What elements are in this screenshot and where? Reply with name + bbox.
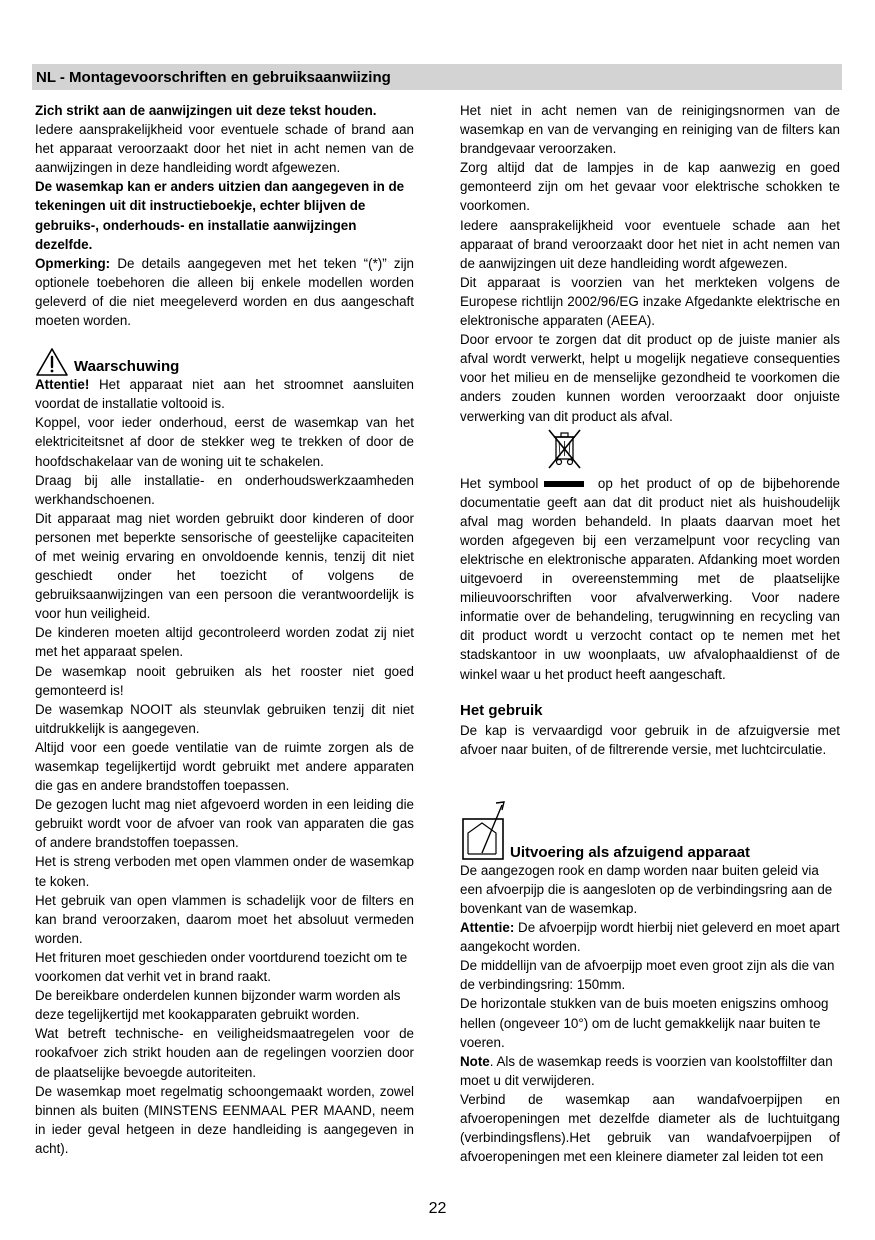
attention-label: Attentie! (35, 377, 90, 393)
note-paragraph (460, 1052, 840, 1090)
notice-bold: De wasemkap kan er anders uitzien dan aangegeven in de tekeningen uit dit instructieboekje, echter blijven de gebruiks-, onderhouds- en installatie aanwijzingen dezelfde. (35, 179, 405, 252)
right-column (460, 101, 840, 1166)
symbol-text-before: Het symbool (460, 475, 539, 491)
warning-paragraph: Het frituren moet geschieden onder voortdurend toezicht om te voorkomen dat verhit vet in brand raakt. (35, 949, 408, 985)
warning-paragraph: Altijd voor een goede ventilatie van de ruimte zorgen als de wasemkap tegelijkertijd wordt gebruikt met andere apparaten die gas en andere brandstoffen toepassen. (35, 739, 414, 794)
weee-bar-icon (544, 481, 584, 487)
symbol-paragraph (460, 474, 840, 684)
info-paragraph: Dit apparaat is voorzien van het merkteken volgens de Europese richtlijn 2002/96/EG inzake Afgedankte elektrische en elektronische apparaten (AEEA). (460, 274, 840, 329)
warning-paragraph: De kinderen moeten altijd gecontroleerd worden zodat zij niet met het apparaat spelen. (35, 625, 414, 660)
warning-paragraph: Koppel, voor ieder onderhoud, eerst de wasemkap van het elektriciteitsnet af door de stekker weg te trekken of door de hoofdschakelaar van de woning uit te schakelen. (35, 415, 414, 469)
connect-text: Verbind de wasemkap aan wandafvoerpijpen en afvoeropeningen met dezelfde diameter als de luchtuitgang (verbindingsflens).Het gebruik van wandafvoerpijpen of afvoeropeningen met een kleinere diameter zal leiden tot een (460, 1091, 840, 1165)
warning-paragraph: Het is streng verboden met open vlammen onder de wasemkap te koken. (35, 854, 414, 889)
warning-paragraph: De wasemkap NOOIT als steunvlak gebruiken tenzij dit niet uitdrukkelijk is aangegeven. (35, 701, 414, 736)
use-text: De kap is vervaardigd voor gebruik in de afzuigversie met afvoer naar buiten, of de filtrerende versie, met luchtcirculatie. (460, 722, 840, 757)
warning-paragraph: Draag bij alle installatie- en onderhoudswerkzaamheden werkhandschoenen. (35, 472, 414, 507)
warning-paragraph: De bereikbare onderdelen kunnen bijzonder warm worden als deze tegelijkertijd met kookapparaten gebruikt worden. (35, 988, 401, 1023)
info-paragraph: Iedere aansprakelijkheid voor eventuele schade aan het apparaat of brand veroorzaakt door het niet in acht nemen van de aanwijzingen uit deze handleiding wordt afgewezen. (460, 217, 840, 271)
use-heading: Het gebruik (460, 701, 543, 719)
info-paragraph: Zorg altijd dat de lampjes in de kap aanwezig en goed gemonteerd zijn om het gevaar voor elektrische schokken te voorkomen. (460, 160, 840, 214)
warning-heading-row (35, 347, 414, 375)
warning-paragraph: De gezogen lucht mag niet afgevoerd worden in een leiding die gebruikt wordt voor de afvoer van rook van apparaten die gas of andere brandstoffen toepassen. (35, 797, 414, 851)
horizontal-text: De horizontale stukken van de buis moeten enigszins omhoog hellen (ongeveer 10°) om de lucht gemakkelijk naar buiten te voeren. (460, 996, 829, 1050)
weee-symbol-row (460, 426, 840, 474)
intro-text: Iedere aansprakelijkheid voor eventuele schade of brand aan het apparaat veroorzaakt door het niet in acht nemen van de aanwijzingen in deze handleiding wordt afgewezen. (35, 122, 414, 176)
warning-heading: Waarschuwing (74, 358, 180, 376)
info-paragraph: Het niet in acht nemen van de reinigingsnormen van de wasemkap en van de vervanging en reiniging van de filters kan brandgevaar veroorzaken. (460, 103, 840, 157)
symbol-text-after: op het product of op de bijbehorende documentatie geeft aan dat dit product niet als huishoudelijk afval mag worden behandeld. In plaats daarvan moet het worden afgegeven bij een verzamelpunt voor recycling van elektrische en elektronische apparaten. Afdanking moet worden uitgevoerd in overeenstemming met de plaatselijke milieuvoorschriften voor afvalverwerking. Voor nadere informatie over de behandeling, terugwinning en recycling van dit product wordt u verzocht contact op te nemen met het stadskantoor in uw woonplaats, uw afvalophaaldienst of de winkel waar u het product heeft aangeschaft. (460, 475, 841, 682)
crossed-wheelie-bin-icon (544, 428, 584, 472)
exhaust-text: De aangezogen rook en damp worden naar buiten geleid via een afvoerpijp die is aangesloten op de verbindingsring aan de bovenkant van de wasemkap. (460, 862, 833, 916)
info-paragraph: Door ervoor te zorgen dat dit product op de juiste manier als afval wordt verwerkt, helpt u mogelijk negatieve consequenties voor het milieu en de menselijke gezondheid te voorkomen die anders zouden kunnen worden veroorzaakt door onjuiste verwerking van dit product als afval. (460, 332, 840, 424)
note-text: . Als de wasemkap reeds is voorzien van koolstoffilter dan moet u dit verwijderen. (460, 1053, 833, 1088)
exhaust-hood-icon (462, 799, 506, 861)
page-number: 22 (428, 1200, 447, 1217)
attention-text: Het apparaat niet aan het stroomnet aansluiten voordat de installatie voltooid is. (35, 377, 414, 412)
exhaust-heading-row (460, 799, 840, 861)
remark-text: De details aangegeven met het teken “(*)” zijn optionele toebehoren die alleen bij enkele modellen worden geleverd of die niet meegeleverd worden en dus aangeschaft moeten worden. (35, 255, 414, 329)
left-column (35, 101, 414, 1158)
warning-paragraph: De wasemkap moet regelmatig schoongemaakt worden, zowel binnen als buiten (MINSTENS EENMAAL PER MAAND, neem in ieder geval hetgeen in deze handleiding is aangegeven in acht). (35, 1083, 414, 1156)
exhaust-attention-text: De afvoerpijp wordt hierbij niet geleverd en moet apart aangekocht worden. (460, 920, 840, 955)
warning-paragraph: Dit apparaat mag niet worden gebruikt door kinderen of door personen met beperkte sensorische of geestelijke capaciteiten of met weinig ervaring en onvoldoende kennis, tenzij dit niet geschiedt onder het toezicht of volgens de gebruiksaanwijzingen van een persoon die verantwoordelijk is voor hun veiligheid. (35, 510, 414, 622)
attention-paragraph (35, 375, 414, 413)
section-header-bar (32, 64, 842, 90)
warning-paragraph: Het gebruik van open vlammen is schadelijk voor de filters en kan brand veroorzaken, daarom moet het absoluut vermeden worden. (35, 892, 414, 946)
remark-label: Opmerking: (35, 255, 111, 271)
exhaust-attention-label: Attentie: (460, 920, 515, 936)
exhaust-heading: Uitvoering als afzuigend apparaat (510, 843, 751, 861)
intro-bold: Zich strikt aan de aanwijzingen uit deze tekst houden. (35, 103, 377, 118)
section-title: NL - Montagevoorschriften en gebruiksaanwiizing (36, 69, 391, 86)
warning-triangle-icon (35, 347, 69, 377)
warning-paragraph: De wasemkap nooit gebruiken als het rooster niet goed gemonteerd is! (35, 663, 414, 698)
diameter-text: De middellijn van de afvoerpijp moet even groot zijn als die van de verbindingsring: 150mm. (460, 958, 835, 993)
remark-paragraph (35, 254, 414, 330)
warning-paragraph: Wat betreft technische- en veiligheidsmaatregelen voor de rookafvoer zich strikt houden aan de regelingen voorzien door de plaatselijke bevoegde autoriteiten. (35, 1026, 414, 1080)
note-label: Note (460, 1053, 490, 1069)
exhaust-attention-paragraph (460, 918, 840, 956)
